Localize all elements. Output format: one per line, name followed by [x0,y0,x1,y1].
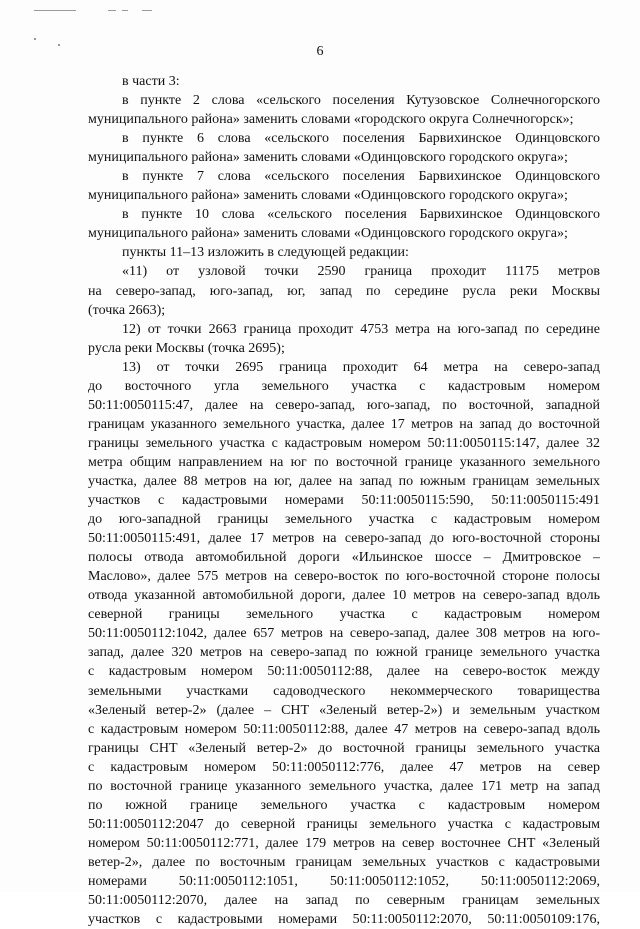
text-line: в пункте 7 слова «сельского поселения Барвихинское Одинцовского [122,169,600,185]
text-line: 50:11:0050112:2070, далее на запад по северным границам земельных [88,893,600,909]
text-line: запад, далее 320 метров на северо-запад по южной границе земельного участка [88,645,600,661]
scan-artifact-line [142,10,152,11]
text-line: муниципального района» заменить словами «городского округа Солнечногорск»; [88,112,574,128]
text-line: до восточного угла земельного участка с кадастровым номером [88,378,600,394]
text-line: с кадастровым номером 50:11:0050112:776, далее 47 метров на север [88,759,600,775]
text-line: 50:11:0050115:491, далее 17 метров на северо-запад до юго-восточной стороны [88,531,600,547]
text-line: участка, далее 88 метров на юг, далее на запад по южным границам земельных [88,473,600,489]
text-line: 50:11:0050112:2047 до северной границы земельного участка с кадастровым [88,816,600,832]
text-line: по южной границе земельного участка с кадастровым номером [88,797,600,813]
scan-artifact-line [34,10,76,11]
text-line: 50:11:0050115:47, далее на северо-запад, юго-запад, по восточной, западной [88,397,600,413]
text-line: границы земельного участка с кадастровым номером 50:11:0050115:147, далее 32 [88,435,600,451]
text-line: по восточной границе указанного земельного участка, далее 171 метр на запад [88,778,600,794]
scan-artifact-line [122,10,128,11]
text-line: муниципального района» заменить словами «Одинцовского городского округа»; [88,226,568,242]
text-line: муниципального района» заменить словами «Одинцовского городского округа»; [88,188,568,204]
text-line: с кадастровым номером 50:11:0050112:88, далее на северо-восток между [88,664,600,680]
text-line: «11) от узловой точки 2590 граница проходит 11175 метров [122,264,600,280]
text-line: муниципального района» заменить словами «Одинцовского городского округа»; [88,150,568,166]
text-line: в пункте 6 слова «сельского поселения Барвихинское Одинцовского [122,131,600,147]
document-body [88,72,600,929]
text-line: северной границы земельного участка с кадастровым номером [88,607,600,623]
text-line: границам указанного земельного участка, далее 17 метров на запад до восточной [88,416,600,432]
text-line: с кадастровым номером 50:11:0050112:88, далее 47 метров на северо-запад вдоль [88,721,600,737]
text-line: в пункте 2 слова «сельского поселения Кутузовское Солнечногорского [122,93,600,109]
text-line: номером 50:11:0050112:771, далее 179 метров на север восточнее СНТ «Зеленый [88,835,600,851]
scan-artifact-dot [34,38,36,40]
text-line: пункты 11–13 изложить в следующей редакции: [122,245,409,261]
text-line: (точка 2663); [88,302,166,318]
text-line: полосы отвода автомобильной дороги «Ильинское шоссе – Дмитровское – [88,550,600,566]
text-line: номерами 50:11:0050112:1051, 50:11:0050112:1052, 50:11:0050112:2069, [88,873,600,889]
text-line: метра общим направлением на юг по восточной границе указанного земельного [88,454,600,470]
text-line: земельными участками садоводческого некоммерческого товарищества [88,683,600,699]
text-line: 12) от точки 2663 граница проходит 4753 метра на юго-запад по середине [122,321,600,337]
text-line: русла реки Москвы (точка 2695); [88,340,285,356]
text-line: участков с кадастровыми номерами 50:11:0050112:2070, 50:11:0050109:176, [88,912,600,928]
text-line: 13) от точки 2695 граница проходит 64 метра на северо-запад [122,359,600,375]
text-line: в части 3: [122,74,180,89]
text-line: ветер-2», далее по восточным границам земельных участков с кадастровыми [88,854,600,870]
text-line: границы СНТ «Зеленый ветер-2» до восточной границы земельного участка [88,740,600,756]
text-line: 50:11:0050112:1042, далее 657 метров на северо-запад, далее 308 метров на юго- [88,626,600,642]
text-line: Маслово», далее 575 метров на северо-восток по юго-восточной стороне полосы [88,569,600,585]
text-line: на северо-запад, юго-запад, юг, запад по середине русла реки Москвы [88,283,600,299]
text-line: в пункте 10 слова «сельского поселения Барвихинское Одинцовского [122,207,600,223]
page-number: 6 [316,44,324,59]
text-line: участков с кадастровыми номерами 50:11:0050115:590, 50:11:0050115:491 [88,493,600,509]
text-line: «Зеленый ветер-2» (далее – СНТ «Зеленый ветер-2») и земельным участком [88,702,600,718]
text-line: отвода указанной автомобильной дороги, далее 10 метров на северо-запад вдоль [88,588,600,604]
text-line: до юго-западной границы земельного участка с кадастровым номером [88,512,600,528]
scan-artifact-line [108,10,116,11]
